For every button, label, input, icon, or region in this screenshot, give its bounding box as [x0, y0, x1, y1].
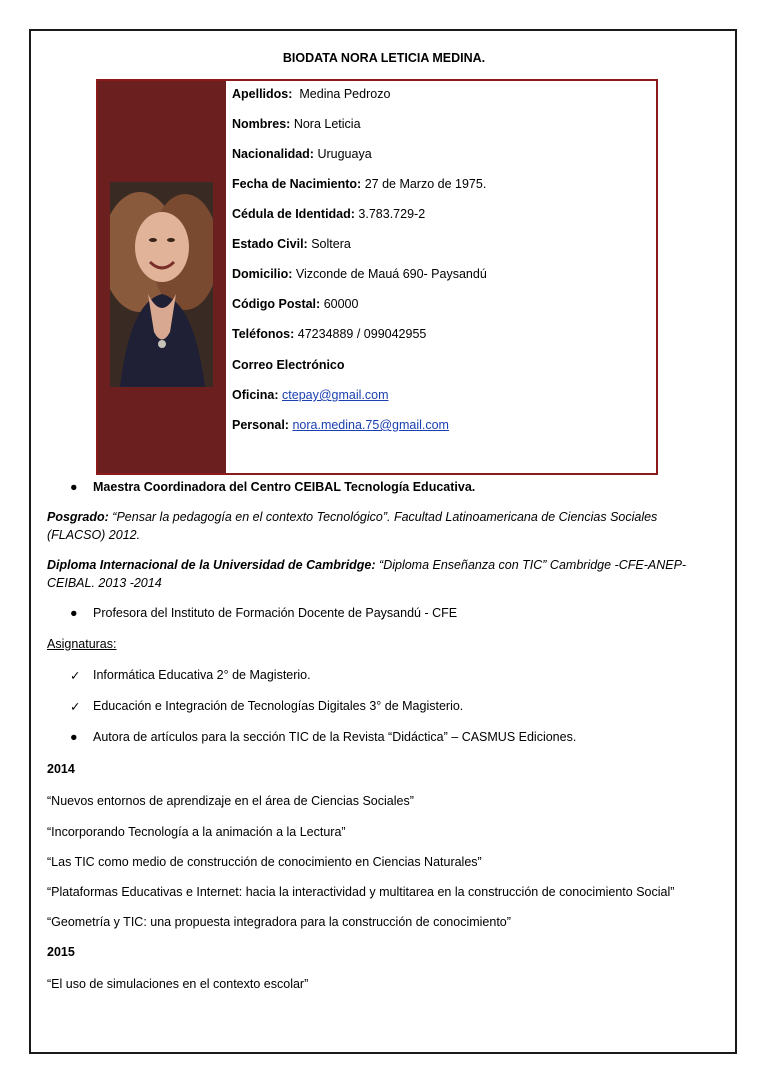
posgrado-line-1: Posgrado: “Pensar la pedagogía en el contexto Tecnológico”. Facultad Latinoamericana de Ciencias Sociales: [47, 510, 658, 524]
article-2015-1: “El uso de simulaciones en el contexto escolar”: [47, 977, 309, 991]
bullet-profesora: Profesora del Instituto de Formación Docente de Paysandú - CFE: [93, 606, 458, 620]
field-domicilio: Domicilio: Vizconde de Mauá 690- Paysandú: [232, 267, 487, 281]
field-telefonos: Teléfonos: 47234889 / 099042955: [232, 327, 427, 341]
field-personal: Personal: nora.medina.75@gmail.com: [232, 418, 449, 432]
field-apellidos: Apellidos: Medina Pedrozo: [232, 87, 391, 101]
field-fecha-nacimiento: Fecha de Nacimiento: 27 de Marzo de 1975.: [232, 177, 487, 191]
article-2014-1: “Nuevos entornos de aprendizaje en el área de Ciencias Sociales”: [47, 794, 414, 808]
field-oficina: Oficina: ctepay@gmail.com: [232, 388, 389, 402]
diploma-line-2: CEIBAL. 2013 -2014: [47, 576, 162, 590]
field-correo-heading: Correo Electrónico: [232, 358, 345, 372]
document-title: BIODATA NORA LETICIA MEDINA.: [282, 51, 486, 65]
asignatura-informatica: Informática Educativa 2° de Magisterio.: [93, 668, 311, 682]
year-2014: 2014: [47, 762, 75, 776]
bullet-icon: ●: [70, 730, 78, 744]
article-2014-4: “Plataformas Educativas e Internet: hacia la interactividad y multitarea en la construcción de conocimiento Social”: [47, 885, 675, 899]
article-2014-5: “Geometría y TIC: una propuesta integradora para la construcción de conocimiento”: [47, 915, 511, 929]
bullet-autora: Autora de artículos para la sección TIC de la Revista “Didáctica” – CASMUS Ediciones.: [93, 730, 577, 744]
checkmark-icon: ✓: [70, 669, 81, 683]
field-nacionalidad: Nacionalidad: Uruguaya: [232, 147, 372, 161]
article-2014-2: “Incorporando Tecnología a la animación a la Lectura”: [47, 825, 346, 839]
bullet-icon: ●: [70, 480, 78, 494]
bullet-coordinadora: Maestra Coordinadora del Centro CEIBAL Tecnología Educativa.: [93, 480, 476, 494]
checkmark-icon: ✓: [70, 700, 81, 714]
oficina-email-link[interactable]: ctepay@gmail.com: [282, 388, 389, 402]
article-2014-3: “Las TIC como medio de construcción de conocimiento en Ciencias Naturales”: [47, 855, 482, 869]
personal-info-box: [96, 79, 658, 475]
field-codigo-postal: Código Postal: 60000: [232, 297, 359, 311]
posgrado-line-2: (FLACSO) 2012.: [47, 528, 141, 542]
profile-photo: [110, 182, 213, 387]
asignatura-educacion: Educación e Integración de Tecnologías Digitales 3° de Magisterio.: [93, 699, 464, 713]
personal-email-link[interactable]: nora.medina.75@gmail.com: [292, 418, 449, 432]
year-2015: 2015: [47, 945, 75, 959]
field-cedula: Cédula de Identidad: 3.783.729-2: [232, 207, 426, 221]
field-nombres: Nombres: Nora Leticia: [232, 117, 361, 131]
field-estado-civil: Estado Civil: Soltera: [232, 237, 351, 251]
diploma-line-1: Diploma Internacional de la Universidad de Cambridge: “Diploma Enseñanza con TIC” Cambridge -CFE-ANEP-: [47, 558, 687, 572]
bullet-icon: ●: [70, 606, 78, 620]
photo-panel: [98, 81, 226, 473]
asignaturas-heading: Asignaturas:: [47, 637, 117, 651]
